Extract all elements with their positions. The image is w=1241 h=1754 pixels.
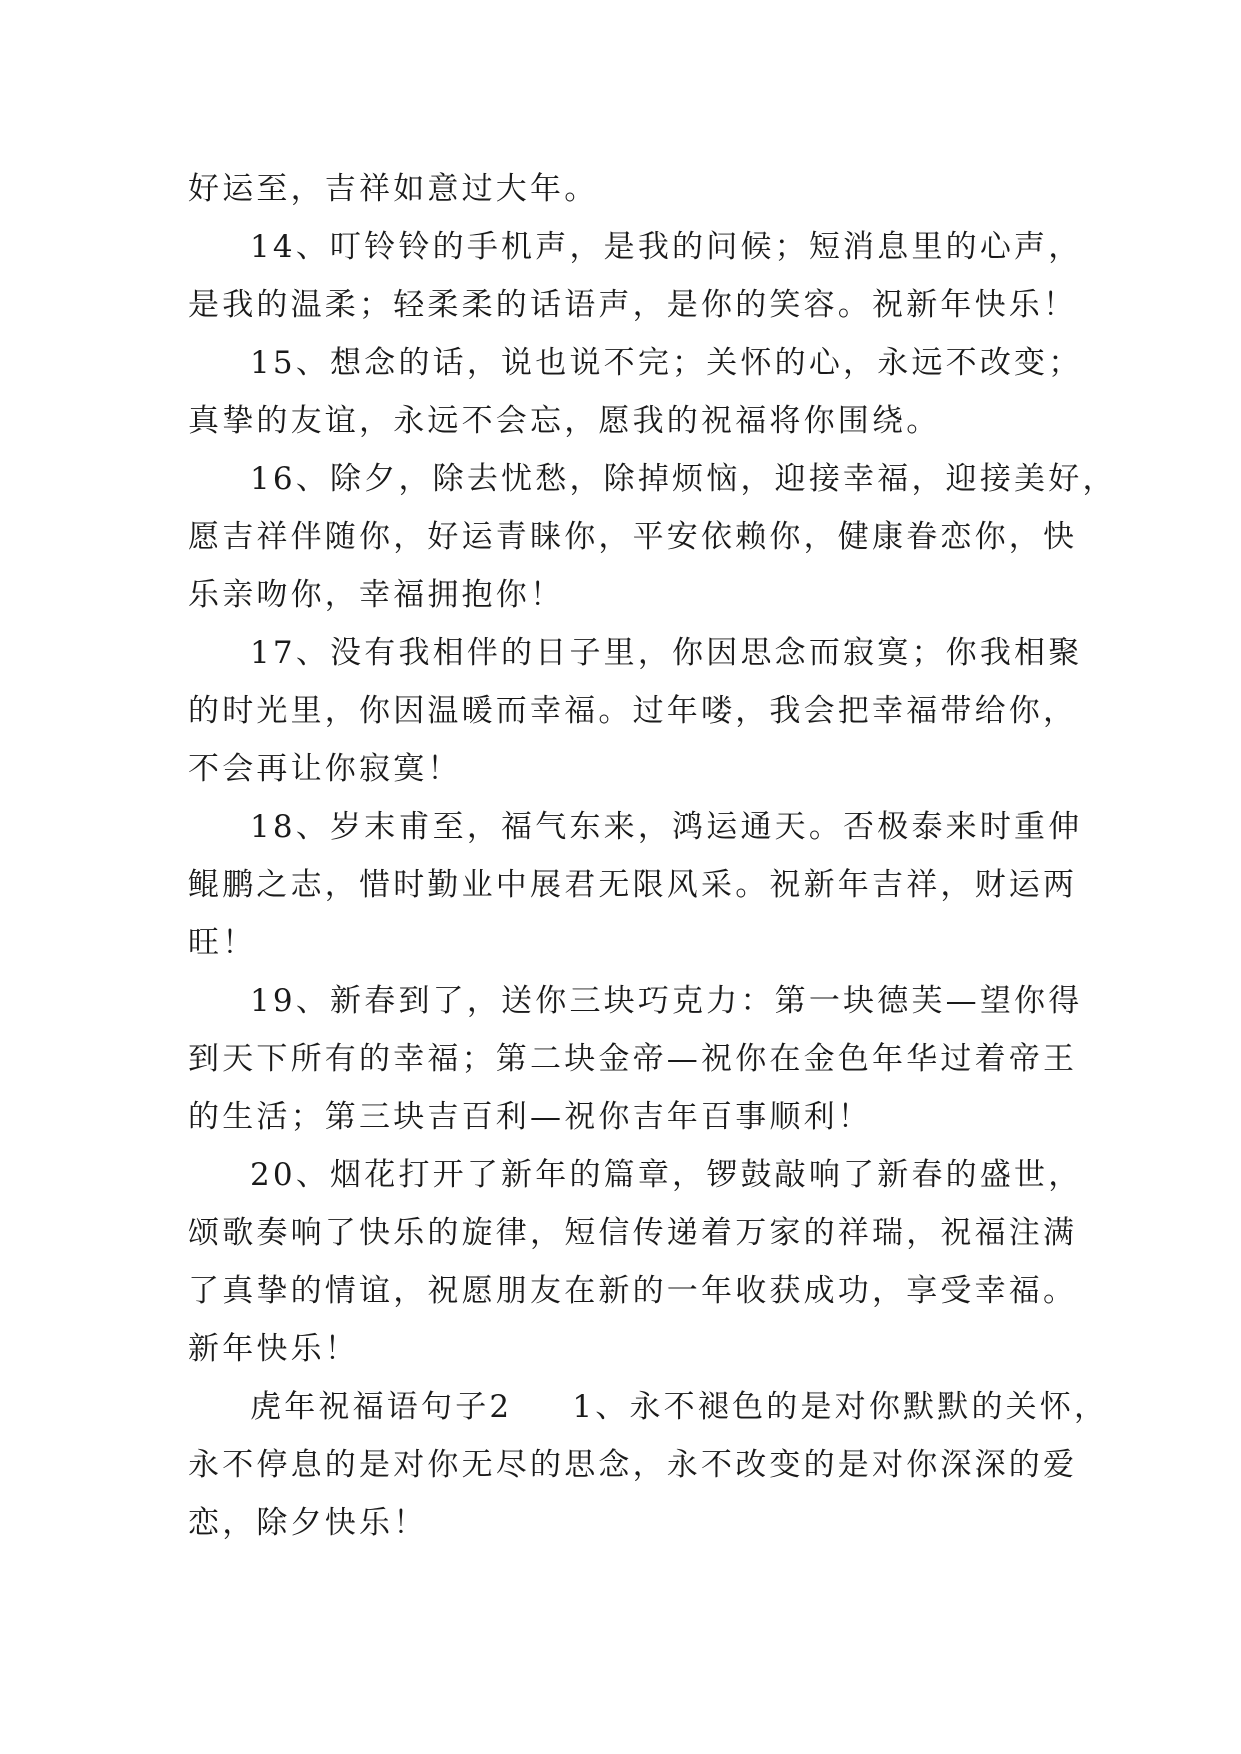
text-line: 好运至，吉祥如意过大年。 bbox=[188, 171, 599, 207]
paragraph-20-line-3: 了真挚的情谊，祝愿朋友在新的一年收获成功，享受幸福。 bbox=[188, 1273, 1078, 1309]
paragraph-16-line-3: 乐亲吻你，幸福拥抱你！ bbox=[188, 577, 565, 613]
paragraph-14-line-2: 是我的温柔；轻柔柔的话语声，是你的笑容。祝新年快乐！ bbox=[188, 287, 1078, 323]
paragraph-19-line-2: 到天下所有的幸福；第二块金帝—祝你在金色年华过着帝王 bbox=[188, 1041, 1078, 1077]
section-line-3: 恋，除夕快乐！ bbox=[188, 1505, 428, 1541]
paragraph-15-line-1: 15、想念的话，说也说不完；关怀的心，永远不改变； bbox=[250, 345, 1083, 381]
section-heading-line bbox=[188, 1378, 1109, 1436]
paragraph-18-line-2: 鲲鹏之志，惜时勤业中展君无限风采。祝新年吉祥，财运两 bbox=[188, 867, 1078, 903]
paragraph-16-line-2: 愿吉祥伴随你，好运青睐你，平安依赖你，健康眷恋你，快 bbox=[188, 519, 1078, 555]
paragraph-18-line-3: 旺！ bbox=[188, 925, 257, 961]
paragraph-20-line-1: 20、烟花打开了新年的篇章，锣鼓敲响了新春的盛世， bbox=[250, 1157, 1083, 1193]
paragraph-14-line-1: 14、叮铃铃的手机声，是我的问候；短消息里的心声， bbox=[250, 229, 1083, 265]
paragraph-19-line-1: 19、新春到了，送你三块巧克力：第一块德芙—望你得 bbox=[250, 983, 1083, 1019]
section-line-2: 永不停息的是对你无尽的思念，永不改变的是对你深深的爱 bbox=[188, 1447, 1078, 1483]
paragraph-16-line-1: 16、除夕，除去忧愁，除掉烦恼，迎接幸福，迎接美好， bbox=[250, 461, 1117, 497]
paragraph-17-line-3: 不会再让你寂寞！ bbox=[188, 751, 462, 787]
paragraph-17-line-2: 的时光里，你因温暖而幸福。过年喽，我会把幸福带给你， bbox=[188, 693, 1078, 729]
paragraph-20-line-2: 颂歌奏响了快乐的旋律，短信传递着万家的祥瑞，祝福注满 bbox=[188, 1215, 1078, 1251]
paragraph-18-line-1: 18、岁末甫至，福气东来，鸿运通天。否极泰来时重伸 bbox=[250, 809, 1083, 845]
paragraph-15-line-2: 真挚的友谊，永远不会忘，愿我的祝福将你围绕。 bbox=[188, 403, 941, 439]
paragraph-17-line-1: 17、没有我相伴的日子里，你因思念而寂寞；你我相聚 bbox=[250, 635, 1083, 671]
document-body bbox=[188, 160, 1117, 1552]
section-heading: 虎年祝福语句子2 bbox=[250, 1389, 513, 1425]
paragraph-20-line-4: 新年快乐！ bbox=[188, 1331, 359, 1367]
section-first-text: 1、永不褪色的是对你默默的关怀， bbox=[572, 1389, 1109, 1425]
paragraph-19-line-3: 的生活；第三块吉百利—祝你吉年百事顺利！ bbox=[188, 1099, 872, 1135]
